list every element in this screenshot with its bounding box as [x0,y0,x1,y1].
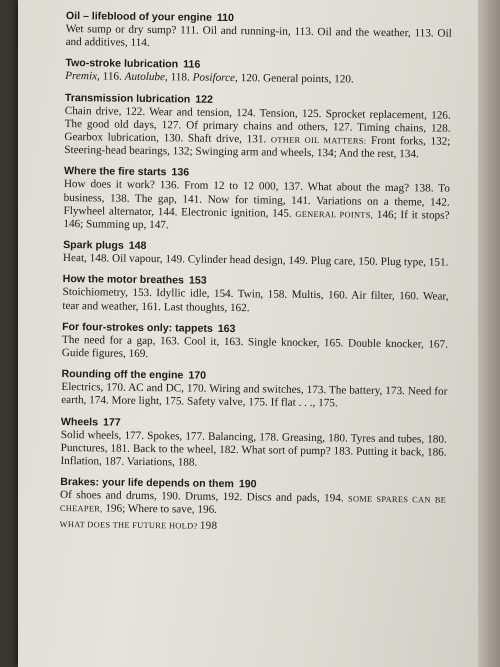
section-page: 136 [171,166,190,179]
entries-text: , 116. [97,70,125,84]
section-page: 163 [217,322,236,335]
section-title: Transmission lubrication [64,91,191,106]
toc-section [62,321,448,365]
section-entries [62,334,448,365]
section-entries [63,178,450,236]
section-page: 148 [128,240,147,253]
entries-text: Of shoes and drums, 190. Drums, 192. Discs and pads, 194. [59,489,344,505]
toc-section [61,368,447,412]
section-title: Rounding off the engine [61,368,184,382]
section-title: Where the fire starts [63,165,167,179]
section-page: 190 [238,478,257,491]
entries-text: The need for a gap, 163. Cool it, 163. Single knocker, 165. Double knocker, 167. Guide figures, 169. [61,333,449,361]
section-entries [60,429,446,473]
section-title: Spark plugs [63,239,124,252]
section-page: 122 [195,93,214,106]
section-entries [61,381,447,412]
entry-posiforce: Posiforce [192,71,236,85]
section-page: 116 [183,58,201,72]
entries-text: Stoichiometry, 153. Idyllic idle, 154. Twin, 158. Multis, 160. Air filter, 160. Wear, tear and weather, 161. Last thoughts, 162. [62,286,449,314]
entries-text: , 120. General points, 120. [234,72,354,86]
toc-section [64,92,451,163]
section-title: For four-strokes only: tappets [62,320,213,335]
section-entries [62,286,448,317]
entries-text: Chain drive, 122. Wear and tension, 124. Tension, 125. Sprocket replacement, 126. The good old days, 127. Of primary chains and others, 127. Timing chains, 128. Gearbox lubrication, 130. Shaft drive, 131. [64,104,451,146]
entries-text: 196; Where to save, 196. [105,502,218,517]
toc-section [63,239,449,270]
entries-text: , 118. [164,71,193,84]
entry-autolube: Autolube [124,71,166,84]
entry-premix: Premix [65,70,98,83]
entries-text: Electrics, 170. AC and DC, 170. Wiring and switches, 173. The battery, 173. Need for earth, 174. More light, 175. Safety valve, 175. If flat . . ., 175. [61,381,448,410]
section-title: Brakes: your life depends on them [60,476,234,491]
entries-smallcaps: SOME SPARES CAN BE CHEAPER, [59,494,447,514]
closing-page: 198 [199,519,218,532]
page-edge [478,0,500,667]
section-page: 110 [216,11,235,25]
entries-text: Wet sump or dry sump? 111. Oil and running-in, 113. Oil and the weather, 113. Oil and additives, 114. [65,22,452,50]
toc-section [66,10,452,54]
section-title: How the motor breathes [62,273,185,287]
section-entries [66,23,452,54]
entries-smallcaps: OTHER OIL MATTERS: [270,135,367,146]
section-entries [64,105,451,163]
closing-text: WHAT DOES THE FUTURE HOLD? [59,519,198,531]
entries-text: How does it work? 136. From 12 to 12 000, 137. What about the mag? 138. To business, 138. The gap, 141. Now for timing, 141. Variations on a theme, 142. Flywheel alternator, 144. Electronic ignition, 145. [63,178,450,220]
section-page: 170 [188,369,207,382]
section-title: Wheels [60,415,99,429]
table-of-contents [60,10,452,535]
toc-section [60,476,446,520]
section-title: Two-stroke lubrication [65,57,179,71]
toc-section [63,165,450,236]
entries-text: Solid wheels, 177. Spokes, 177. Balancing, 178. Greasing, 180. Tyres and tubes, 180. Punctures, 181. Back to the wheel, 182. What sort of pump? 183. Putting it back, 186. Inflation, 187. Variations, 188. [60,428,447,469]
section-page: 153 [188,274,207,288]
entries-smallcaps: GENERAL POINTS, [295,209,374,220]
entries-text: Heat, 148. Oil vapour, 149. Cylinder head design, 149. Plug care, 150. Plug type, 151. [62,252,449,269]
section-entries [60,489,446,520]
section-page: 177 [102,416,121,429]
toc-section [62,273,448,317]
entries-text: 146; If it stops? 146; Summing up, 147. [63,208,450,232]
entries-text: Front forks, 132; Steering-head bearings, 132; Swinging arm and wheels, 134; And the rest, 134. [64,134,451,161]
toc-section [60,416,447,473]
toc-section [65,57,451,88]
section-title: Oil – lifeblood of your engine [65,10,212,24]
